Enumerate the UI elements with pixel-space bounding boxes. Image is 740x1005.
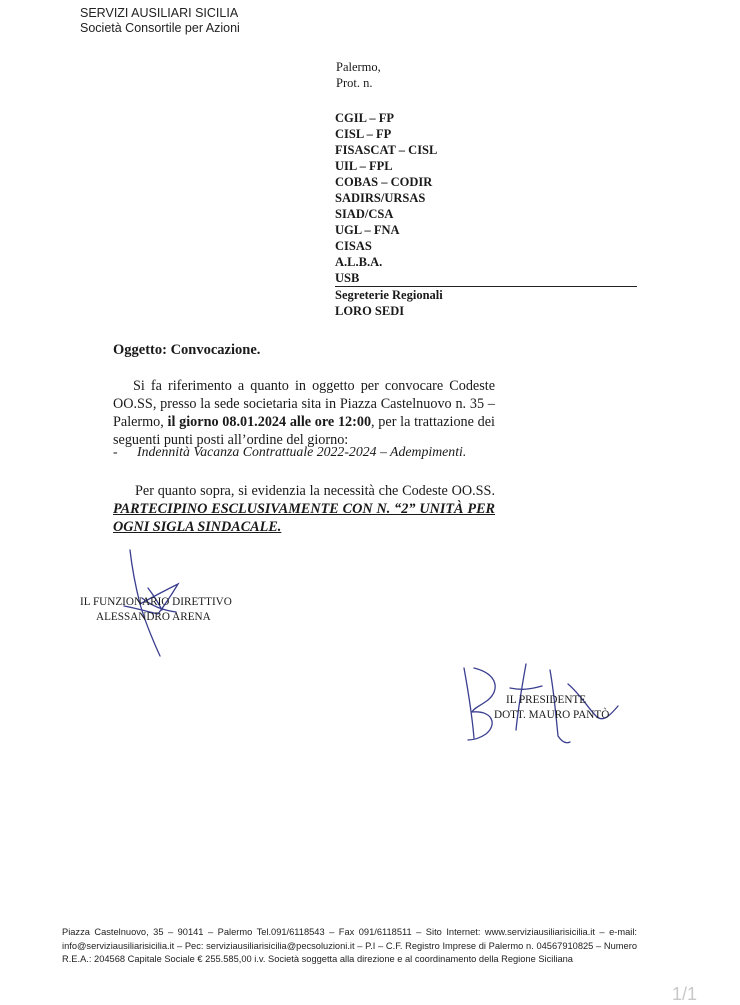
agenda-item <box>113 444 466 460</box>
president-title: IL PRESIDENTE <box>506 694 587 706</box>
signature-official <box>80 595 232 625</box>
page-number: 1/1 <box>672 984 698 1004</box>
recipient: SIAD/CSA <box>335 207 394 221</box>
city: Palermo, <box>336 60 381 74</box>
protocol-number: Prot. n. <box>336 76 373 90</box>
signature-president <box>494 693 609 723</box>
official-title: IL FUNZIONARIO DIRETTIVO <box>80 596 232 608</box>
subject-line: Oggetto: Convocazione. <box>113 342 261 358</box>
recipient-last: USB <box>335 270 637 287</box>
recipient: CISL – FP <box>335 127 392 141</box>
recipient: UIL – FPL <box>335 159 393 173</box>
recipient: COBAS – CODIR <box>335 175 433 189</box>
recipients-block <box>335 110 637 319</box>
official-name: ALESSANDRO ARENA <box>96 611 211 623</box>
recipient-role: Segreterie Regionali <box>335 288 443 302</box>
meeting-date: il giorno 08.01.2024 alle ore 12:00 <box>167 414 372 430</box>
president-name: DOTT. MAURO PANTÒ <box>494 709 610 721</box>
recipient: FISASCAT – CISL <box>335 143 438 157</box>
recipient: SADIRS/URSAS <box>335 191 426 205</box>
letterhead <box>80 6 240 36</box>
company-type: Società Consortile per Azioni <box>80 21 240 35</box>
recipient: UGL – FNA <box>335 223 400 237</box>
emphasized-text: PARTECIPINO ESCLUSIVAMENTE CON N. “2” UNITÀ PER OGNI SIGLA SINDACALE. <box>113 501 495 535</box>
place-and-protocol <box>336 59 381 91</box>
list-dash: - <box>113 444 118 459</box>
recipient: CISAS <box>335 239 372 253</box>
recipient: CGIL – FP <box>335 111 395 125</box>
recipient-location: LORO SEDI <box>335 304 405 318</box>
body-paragraph-2 <box>113 482 495 536</box>
paragraph-text: Per quanto sopra, si evidenzia la necessità che Codeste OO.SS. <box>135 483 495 499</box>
paragraph-text: Si fa riferimento a quanto in oggetto per convocare Codeste OO.SS, presso la sede societaria sita in Piazza Castelnuovo n. 35 – Palermo, <box>113 378 495 430</box>
company-name: SERVIZI AUSILIARI SICILIA <box>80 6 239 20</box>
agenda-item-text: Indennità Vacanza Contrattuale 2022-2024 – Adempimenti. <box>137 444 467 459</box>
paragraph-text: , per la trattazione dei seguenti punti posti all’ordine del giorno: <box>113 414 495 448</box>
footer-company-info: Piazza Castelnuovo, 35 – 90141 – Palermo Tel.091/6118543 – Fax 091/6118511 – Sito Internet: www.serviziausiliarisicilia.it – e-mail: info@serviziausiliarisicilia.it – Pec: serviziausiliarisicilia@pecsoluzioni.it – P.I – C.F. Registro Imprese di Palermo n. 04567910825 – Numero R.E.A.: 204568 Capitale Sociale € 255.585,00 i.v. Società soggetta alla direzione e al coordinamento della Regione Siciliana <box>62 927 637 964</box>
recipient: A.L.B.A. <box>335 255 383 269</box>
body-paragraph-1 <box>113 377 495 449</box>
